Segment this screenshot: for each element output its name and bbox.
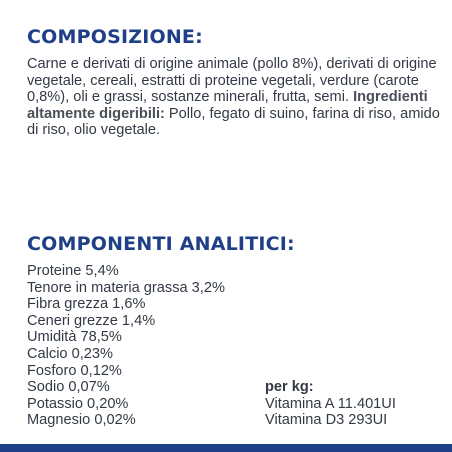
list-item: Ceneri grezze 1,4% <box>27 312 156 329</box>
analytical-components-list <box>27 263 225 429</box>
composition-heading: COMPOSIZIONE: <box>27 26 203 48</box>
composition-body: Carne e derivati di origine animale (pollo 8%), derivati di origine vegetale, cereali, estratti di proteine vegetali, verdure (carote 0,8%), oli e grassi, sostanze minerali, frutta, semi. <box>27 56 437 106</box>
digestible-ingredients-text: Pollo, fegato di suino, farina di riso, amido di riso, olio vegetale. <box>27 105 440 139</box>
list-item: Magnesio 0,02% <box>27 412 136 429</box>
list-item: Umidità 78,5% <box>27 329 122 346</box>
vitamins-block <box>265 379 396 429</box>
list-item: Sodio 0,07% <box>27 379 110 396</box>
composition-text <box>27 56 447 139</box>
list-item: Potassio 0,20% <box>27 395 129 412</box>
vitamin-item: Vitamina D3 293UI <box>265 412 388 429</box>
list-item: Fibra grezza 1,6% <box>27 296 146 313</box>
vitamin-item: Vitamina A 11.401UI <box>265 395 396 412</box>
vitamins-heading: per kg: <box>265 379 314 395</box>
analytical-components-heading: COMPONENTI ANALITICI: <box>27 233 295 255</box>
list-item: Proteine 5,4% <box>27 263 119 279</box>
list-item: Fosforo 0,12% <box>27 362 122 379</box>
list-item: Tenore in materia grassa 3,2% <box>27 279 225 296</box>
digestible-ingredients-label: Ingredienti altamente digeribili: <box>27 89 428 122</box>
list-item: Calcio 0,23% <box>27 345 113 362</box>
bottom-bar <box>0 444 452 452</box>
